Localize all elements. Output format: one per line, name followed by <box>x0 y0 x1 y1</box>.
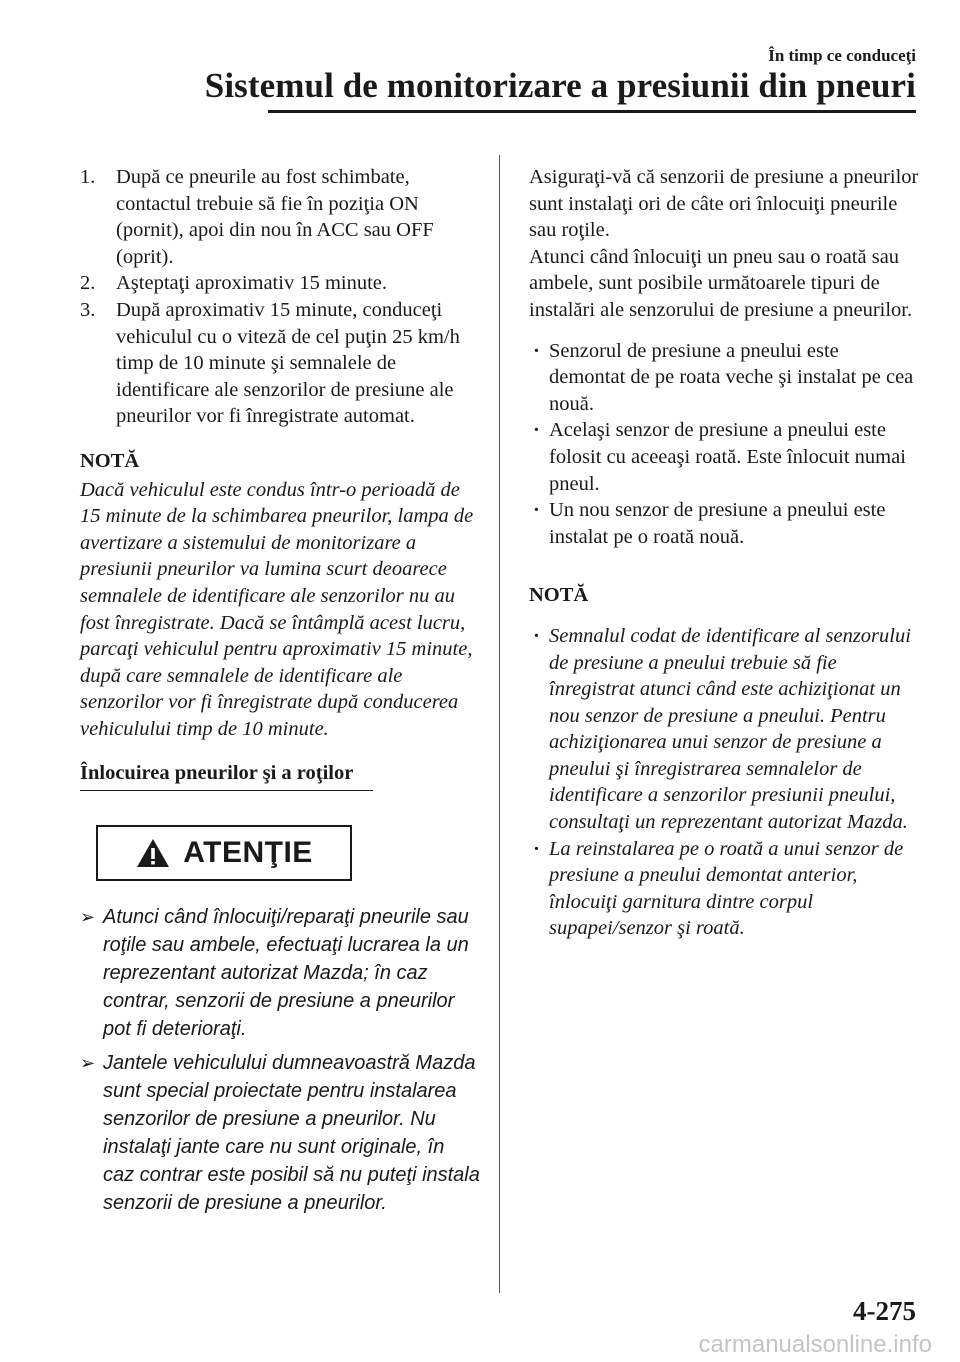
paragraph: Asiguraţi-vă că senzorii de presiune a pneurilor sunt instalaţi ori de câte ori înlocuiţi pneurile sau roţile. <box>529 166 919 242</box>
warning-item <box>80 1049 480 1217</box>
step-number: 1. <box>80 166 96 188</box>
paragraph: Atunci când înlocuiţi un pneu sau o roată sau ambele, sunt posibile următoarele tipuri de instalări ale senzorului de presiune a pneurilor. <box>529 245 913 321</box>
step-number: 2. <box>80 272 96 295</box>
note-text: Dacă vehiculul este condus într-o perioadă de 15 minute de la schimbarea pneurilor, lampa de avertizare a sistemului de monitorizare a presiunii pneurilor va lumina scurt deoarece semnalele de identificare ale senzorilor nu au fost înregistrate. Dacă se întâmplă acest lucru, parcaţi vehiculul pentru aproximativ 15 minute, după care semnalele de identificare ale senzorilor vor fi înregistrate după conducerea vehiculului timp de 10 minute. <box>80 478 474 740</box>
step-item <box>80 270 480 297</box>
step-text: După aproximativ 15 minute, conduceţi vehiculul cu o viteză de cel puţin 25 km/h timp de 10 minute şi semnalele de identificare ale senzorilor de presiune ale pneurilor vor fi înregistrate automat. <box>116 298 460 428</box>
step-text: După ce pneurile au fost schimbate, contactul trebuie să fie în poziţia ON (pornit), apoi din nou în ACC sau OFF (oprit). <box>116 166 434 268</box>
bullet-text: Acelaşi senzor de presiune a pneului este folosit cu aceeaşi roată. Este înlocuit numai pneul. <box>549 419 906 495</box>
note-bullet-list <box>529 623 919 942</box>
arrow-bullet-icon: ➢ <box>80 1053 96 1074</box>
warning-text: Jantele vehiculului dumneavoastră Mazda sunt special proiectate pentru instalarea senzorilor de presiune a pneurilor. Nu instalaţi jante care nu sunt originale, în caz contrar este posibil să nu puteţi instala senzorii de presiune a pneurilor. <box>103 1052 480 1215</box>
header-rule <box>268 110 916 113</box>
note-heading: NOTĂ <box>80 449 140 472</box>
column-divider <box>499 155 500 1293</box>
bullet-item <box>529 338 919 418</box>
caution-box <box>96 825 352 881</box>
note-bullet-text: Semnalul codat de identificare al senzorului de presiune a pneului trebuie să fie înregistrat atunci când este achiziţionat un nou senzor de presiune a pneului. Pentru achiziţionarea unui senzor de presiune a pneului şi înregistrarea semnalelor de identificare a senzorilor presiunii pneului, consultaţi un reprezentant autorizat Mazda. <box>549 624 911 834</box>
step-text: Aşteptaţi aproximativ 15 minute. <box>116 272 388 295</box>
warning-text: Atunci când înlocuiţi/reparaţi pneurile sau roţile sau ambele, efectuaţi lucrarea la un reprezentant autorizat Mazda; în caz contrar, senzorii de presiune a pneurilor pot fi deterioraţi. <box>103 906 469 1041</box>
caution-label: ATENŢIE <box>183 835 313 869</box>
note-bullet-item <box>529 836 919 942</box>
bullet-dot-icon: · <box>533 339 540 362</box>
step-number: 3. <box>80 298 96 321</box>
bullet-dot-icon: · <box>533 624 540 647</box>
bullet-dot-icon: · <box>533 499 540 522</box>
note-bullet-text: La reinstalarea pe o roată a unui senzor de presiune a pneului demontat anterior, înlocuiţi garnitura dintre corpul supapei/senzor şi roată. <box>549 837 904 940</box>
right-column <box>529 164 919 942</box>
left-column <box>80 164 480 1223</box>
bullet-item <box>529 497 919 550</box>
step-item <box>80 297 480 430</box>
page-title: Sistemul de monitorizare a presiunii din pneuri <box>204 66 916 105</box>
bullet-dot-icon: · <box>533 837 540 860</box>
arrow-bullet-icon: ➢ <box>80 907 96 928</box>
warning-triangle-icon <box>135 837 171 869</box>
page-number: 4-275 <box>853 1296 916 1326</box>
bullet-list <box>529 338 919 551</box>
note-heading: NOTĂ <box>529 584 589 607</box>
note-bullet-item <box>529 623 919 836</box>
step-item <box>80 164 480 270</box>
steps-list <box>80 164 480 430</box>
bullet-item <box>529 417 919 497</box>
watermark: carmanualsonline.info <box>698 1331 932 1358</box>
bullet-text: Senzorul de presiune a pneului este demontat de pe roata veche şi instalat pe cea nouă. <box>549 339 914 415</box>
section-label: În timp ce conduceţi <box>768 46 916 65</box>
warning-item <box>80 903 480 1043</box>
bullet-dot-icon: · <box>533 419 540 442</box>
warning-list <box>80 903 480 1217</box>
bullet-text: Un nou senzor de presiune a pneului este instalat pe o roată nouă. <box>549 499 886 548</box>
section-subheading: Înlocuirea pneurilor şi a roţilor <box>80 760 373 791</box>
